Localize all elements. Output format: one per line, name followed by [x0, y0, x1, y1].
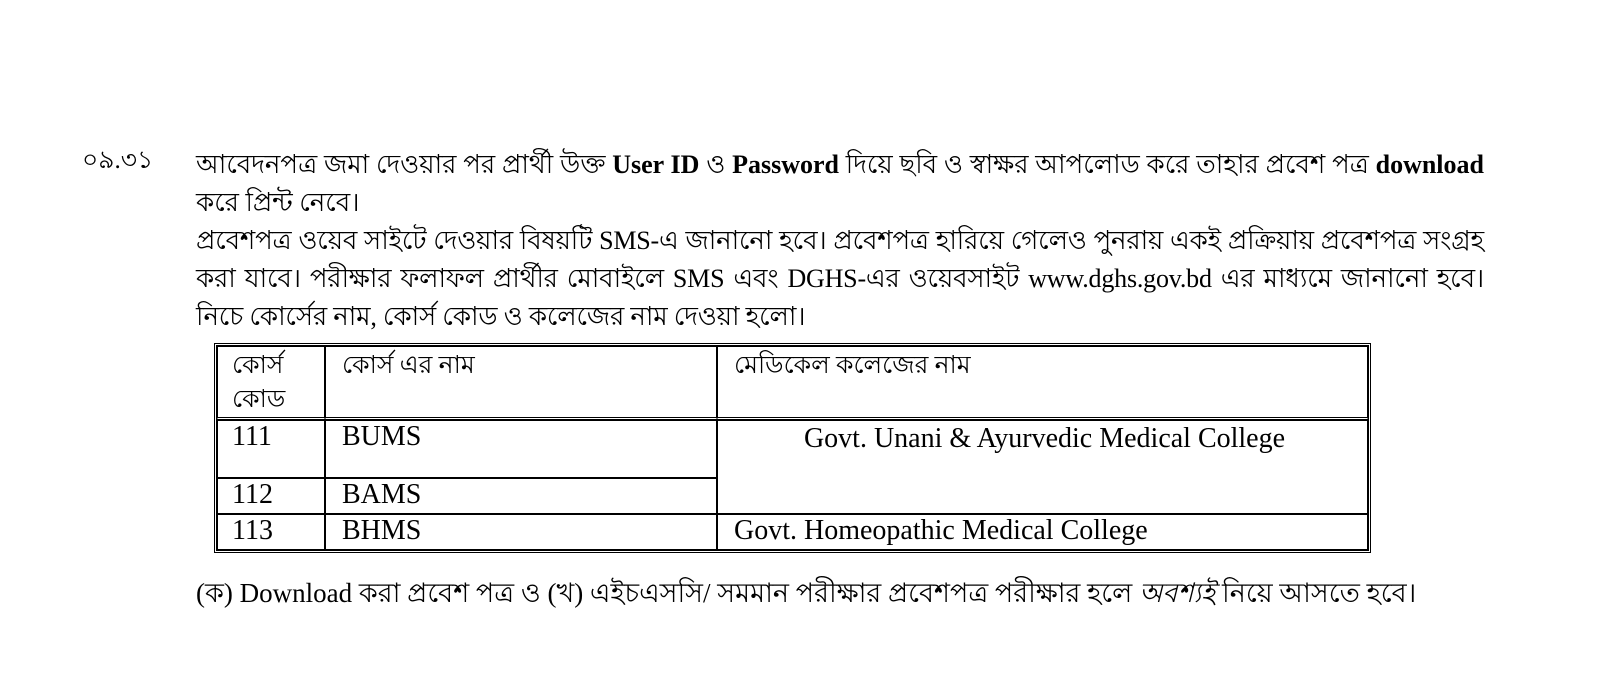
user-id-term: User ID — [612, 150, 700, 179]
table-row — [217, 420, 1368, 478]
table-header-row — [217, 346, 1368, 420]
paragraph-text-segment: ও — [699, 150, 733, 179]
paragraph-notification-info: প্রবেশপত্র ওয়েব সাইটে দেওয়ার বিষয়টি SMS-এ জানানো হবে। প্রবেশপত্র হারিয়ে গেলেও পুনরায় একই প্রক্রিয়ায় প্রবেশপত্র সংগ্রহ করা যাবে। পরীক্ষার ফলাফল প্রার্থীর মোবাইলে SMS এবং DGHS-এর ওয়েবসাইট www.dghs.gov.bd এর মাধ্যমে জানানো হবে। নিচে কোর্সের নাম, কোর্স কোড ও কলেজের নাম দেওয়া হলো। — [196, 226, 1484, 331]
header-course-code: কোর্স কোড — [217, 346, 325, 420]
footnote-requirements — [196, 576, 1416, 610]
paragraph-text-segment: দিয়ে ছবি ও স্বাক্ষর আপলোড করে তাহার প্রবেশ পত্র — [839, 150, 1376, 179]
cell-course-code: 113 — [217, 514, 325, 550]
cell-course-name: BUMS — [325, 420, 717, 478]
header-college-name: মেডিকেল কলেজের নাম — [717, 346, 1368, 420]
cell-course-code: 111 — [217, 420, 325, 478]
section-body — [196, 146, 1484, 336]
footnote-emphasis: অবশ্যই — [1139, 578, 1216, 608]
header-course-name: কোর্স এর নাম — [325, 346, 717, 420]
paragraph-text-segment: করে প্রিন্ট নেবে। — [196, 188, 360, 217]
footnote-text-segment: (ক) Download করা প্রবেশ পত্র ও (খ) এইচএসসি/ সমমান পরীক্ষার প্রবেশপত্র পরীক্ষার হলে — [196, 578, 1140, 608]
download-term: download — [1375, 150, 1484, 179]
paragraph-text-segment: আবেদনপত্র জমা দেওয়ার পর প্রার্থী উক্ত — [196, 150, 613, 179]
cell-course-name: BHMS — [325, 514, 717, 550]
table-row — [217, 514, 1368, 550]
footnote-text-segment: নিয়ে আসতে হবে। — [1215, 578, 1417, 608]
cell-college-name: Govt. Homeopathic Medical College — [717, 514, 1368, 550]
section-number: ০৯.৩১ — [82, 147, 154, 174]
paragraph-upload-instructions — [196, 146, 1484, 222]
cell-college-name: Govt. Unani & Ayurvedic Medical College — [717, 420, 1368, 514]
course-table — [214, 343, 1371, 553]
password-term: Password — [732, 150, 840, 179]
cell-course-code: 112 — [217, 478, 325, 514]
cell-course-name: BAMS — [325, 478, 717, 514]
